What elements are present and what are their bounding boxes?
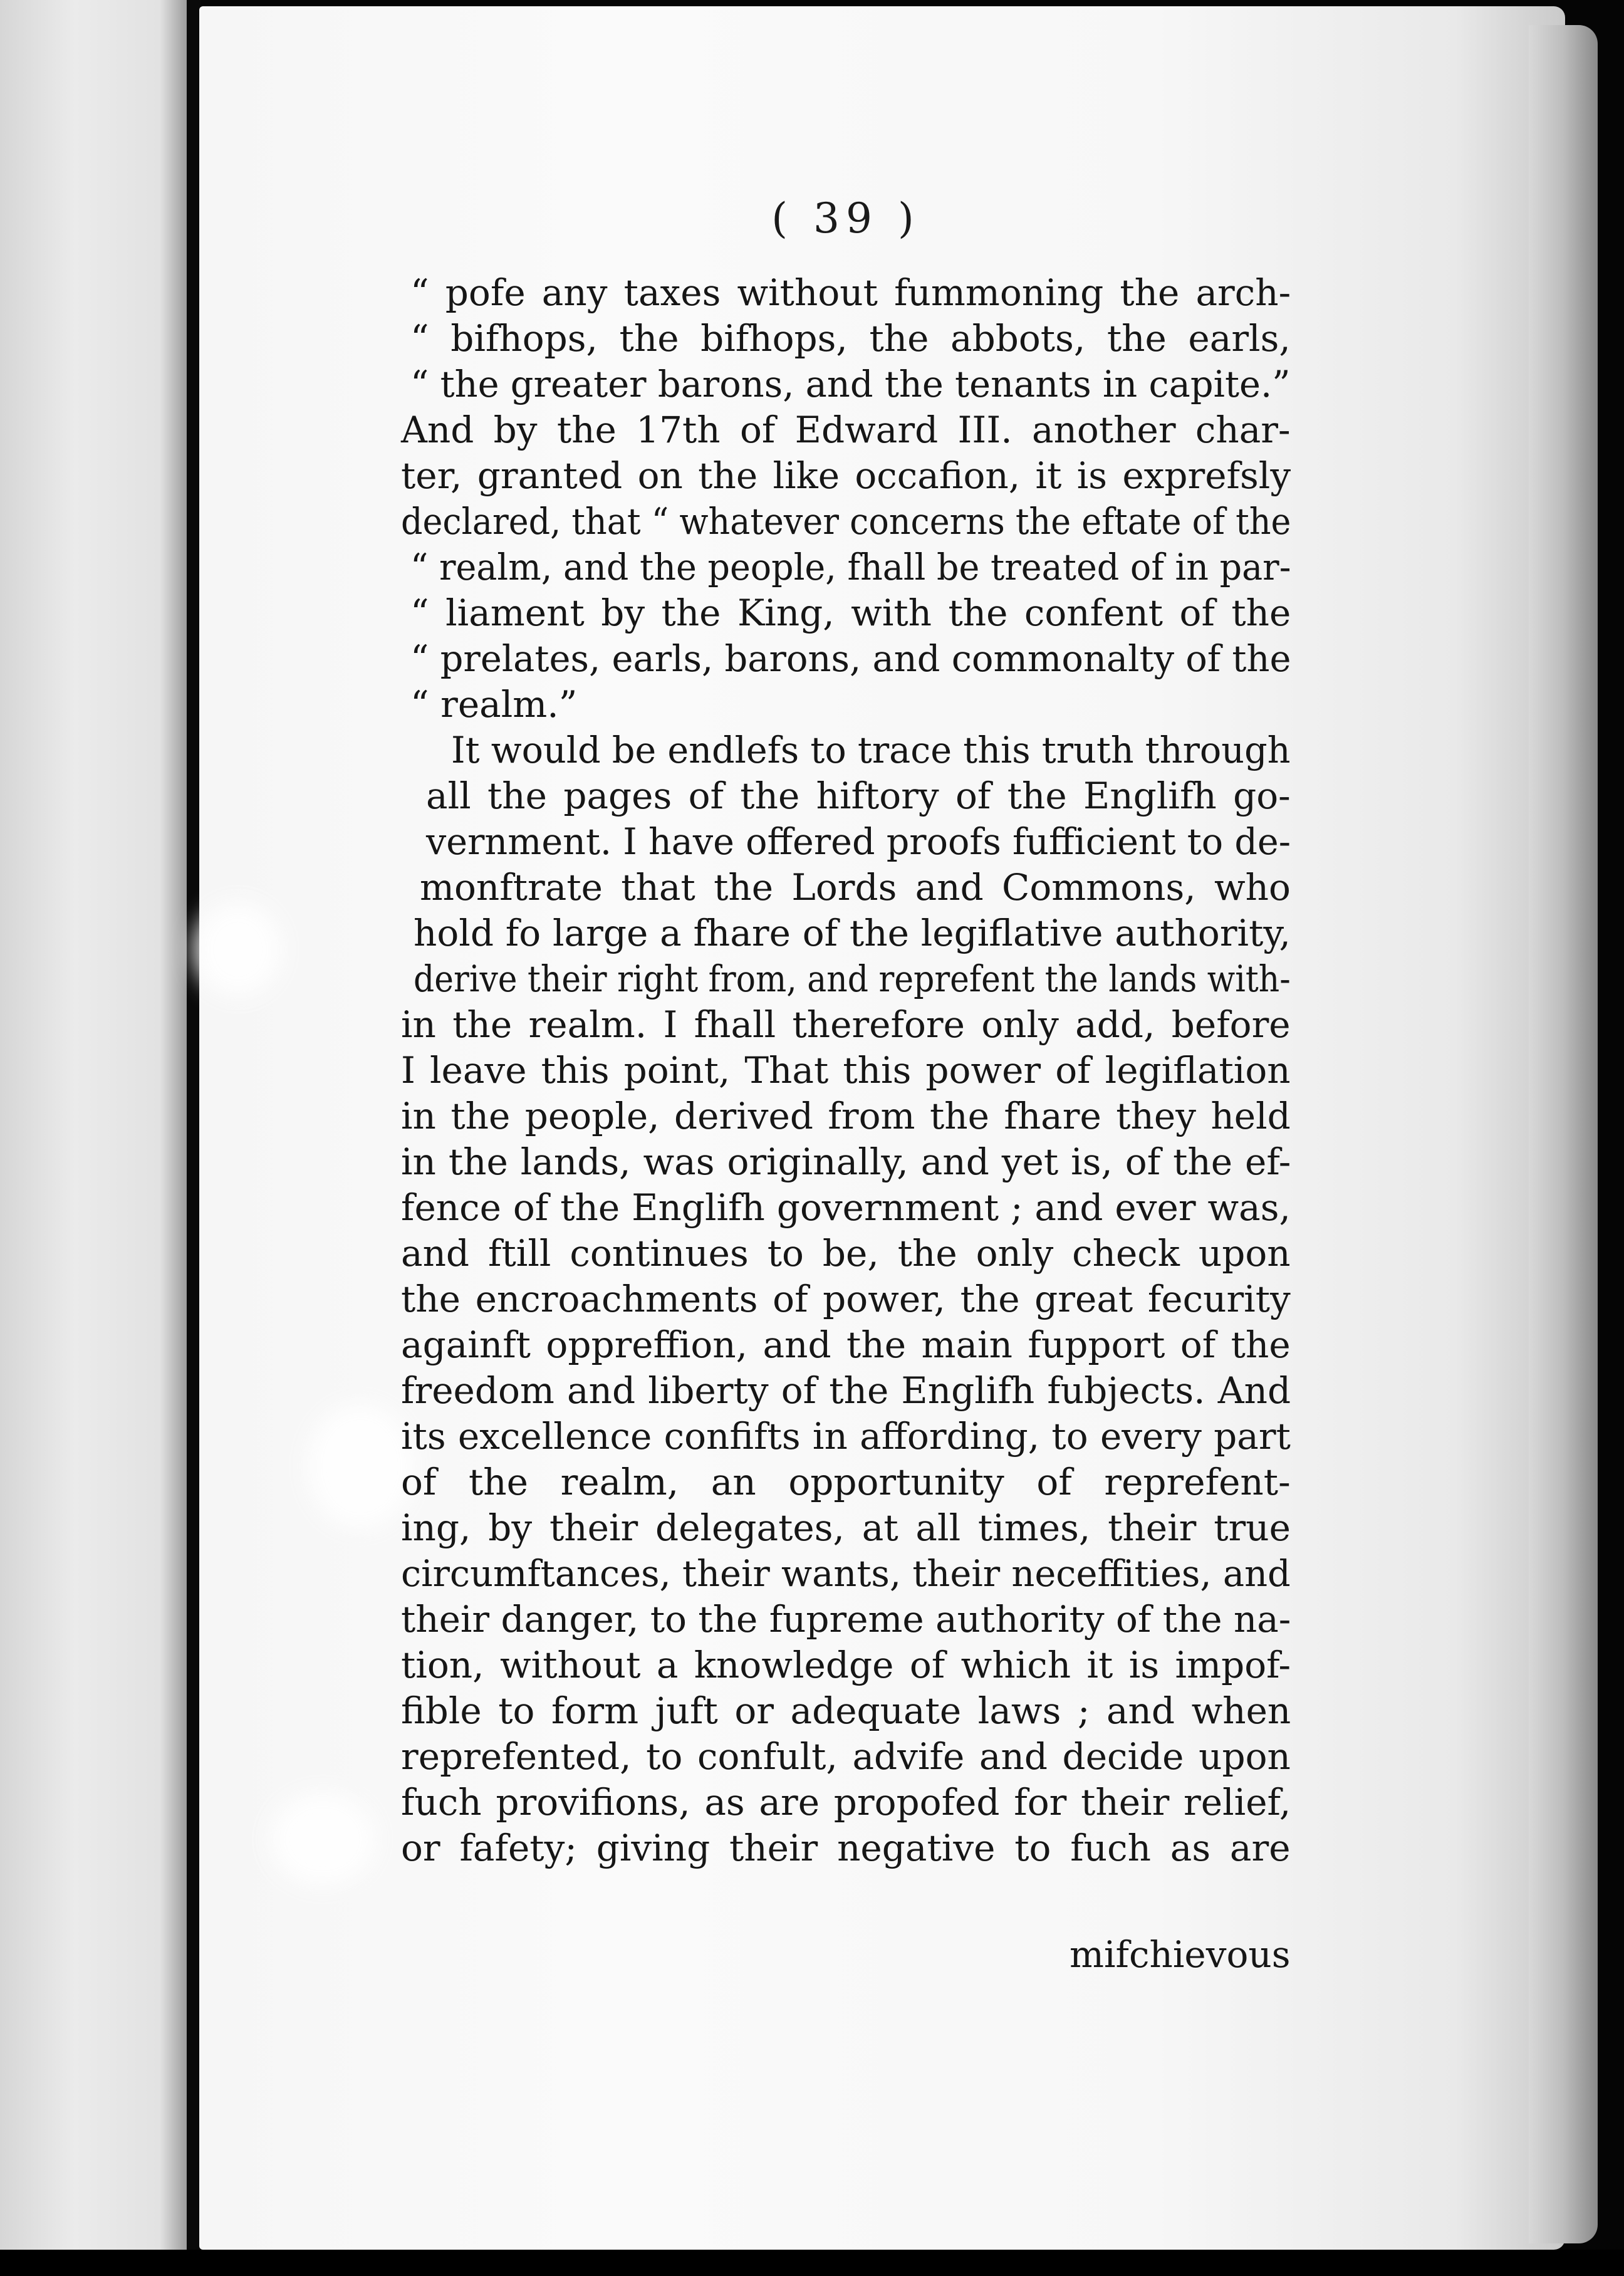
text-line: their danger, to the fupreme authority of the na- xyxy=(401,1598,1291,1641)
paper-blemish xyxy=(307,1404,414,1529)
page-number: ( 39 ) xyxy=(771,194,920,243)
text-line: freedom and liberty of the Englifh fubjects. And xyxy=(401,1369,1291,1412)
text-line: againft oppreffion, and the main fupport of the xyxy=(401,1323,1291,1366)
paper-blemish xyxy=(269,1792,376,1886)
page-edge-shadow xyxy=(1529,25,1598,2243)
catchword: mifchievous xyxy=(1070,1933,1291,1976)
text-line: fuch provifions, as are propofed for their relief, xyxy=(401,1781,1291,1824)
text-line: of the realm, an opportunity of reprefent- xyxy=(401,1461,1291,1503)
text-line: It would be endlefs to trace this truth through xyxy=(451,729,1291,771)
text-line: vernment. I have offered proofs fufficient to de- xyxy=(426,820,1291,863)
text-line: all the pages of the hiftory of the Englifh go- xyxy=(426,775,1291,817)
text-line: “ pofe any taxes without fummoning the arch- xyxy=(410,271,1291,314)
text-line: ing, by their delegates, at all times, their true xyxy=(401,1506,1291,1549)
facing-page-left xyxy=(0,0,188,2256)
text-line: in the realm. I fhall therefore only add, before xyxy=(401,1003,1291,1046)
text-line: and ftill continues to be, the only check upon xyxy=(401,1232,1291,1275)
text-line: or fafety; giving their negative to fuch as are xyxy=(401,1827,1291,1869)
text-line: “ the greater barons, and the tenants in capite.” xyxy=(410,363,1291,405)
text-line: hold fo large a fhare of the legiflative authority, xyxy=(414,912,1291,954)
text-line: “ liament by the King, with the confent of the xyxy=(410,592,1291,634)
text-line: monftrate that the Lords and Commons, who xyxy=(420,866,1291,909)
text-line: its excellence confifts in affording, to every part xyxy=(401,1415,1291,1458)
text-line: “ prelates, earls, barons, and commonalty of the xyxy=(410,637,1291,680)
paper-blemish xyxy=(194,902,282,996)
text-line: “ realm.” xyxy=(410,683,578,726)
book-gutter xyxy=(187,0,200,2268)
text-line: fible to form juft or adequate laws ; and when xyxy=(401,1689,1291,1732)
text-line: ter, granted on the like occafion, it is exprefsly xyxy=(401,454,1291,497)
text-line: in the lands, was originally, and yet is, of the ef- xyxy=(401,1141,1291,1183)
text-line: fence of the Englifh government ; and ever was, xyxy=(401,1186,1291,1229)
text-line: declared, that “ whatever concerns the eftate of the xyxy=(401,500,1291,543)
text-line: “ bifhops, the bifhops, the abbots, the earls, xyxy=(410,317,1291,360)
text-line: in the people, derived from the fhare they held xyxy=(401,1095,1291,1137)
text-line: tion, without a knowledge of which it is impof- xyxy=(401,1644,1291,1686)
text-line: I leave this point, That this power of legiflation xyxy=(401,1049,1291,1092)
text-line: circumftances, their wants, their neceffities, and xyxy=(401,1552,1291,1595)
scan-border-bottom xyxy=(0,2250,1624,2276)
text-line: And by the 17th of Edward III. another char- xyxy=(401,409,1291,451)
text-line: the encroachments of power, the great fecurity xyxy=(401,1278,1291,1320)
text-line: derive their right from, and reprefent the lands with- xyxy=(414,958,1291,1000)
text-line: reprefented, to confult, advife and decide upon xyxy=(401,1735,1291,1778)
text-line: “ realm, and the people, fhall be treated of in par- xyxy=(410,546,1291,588)
